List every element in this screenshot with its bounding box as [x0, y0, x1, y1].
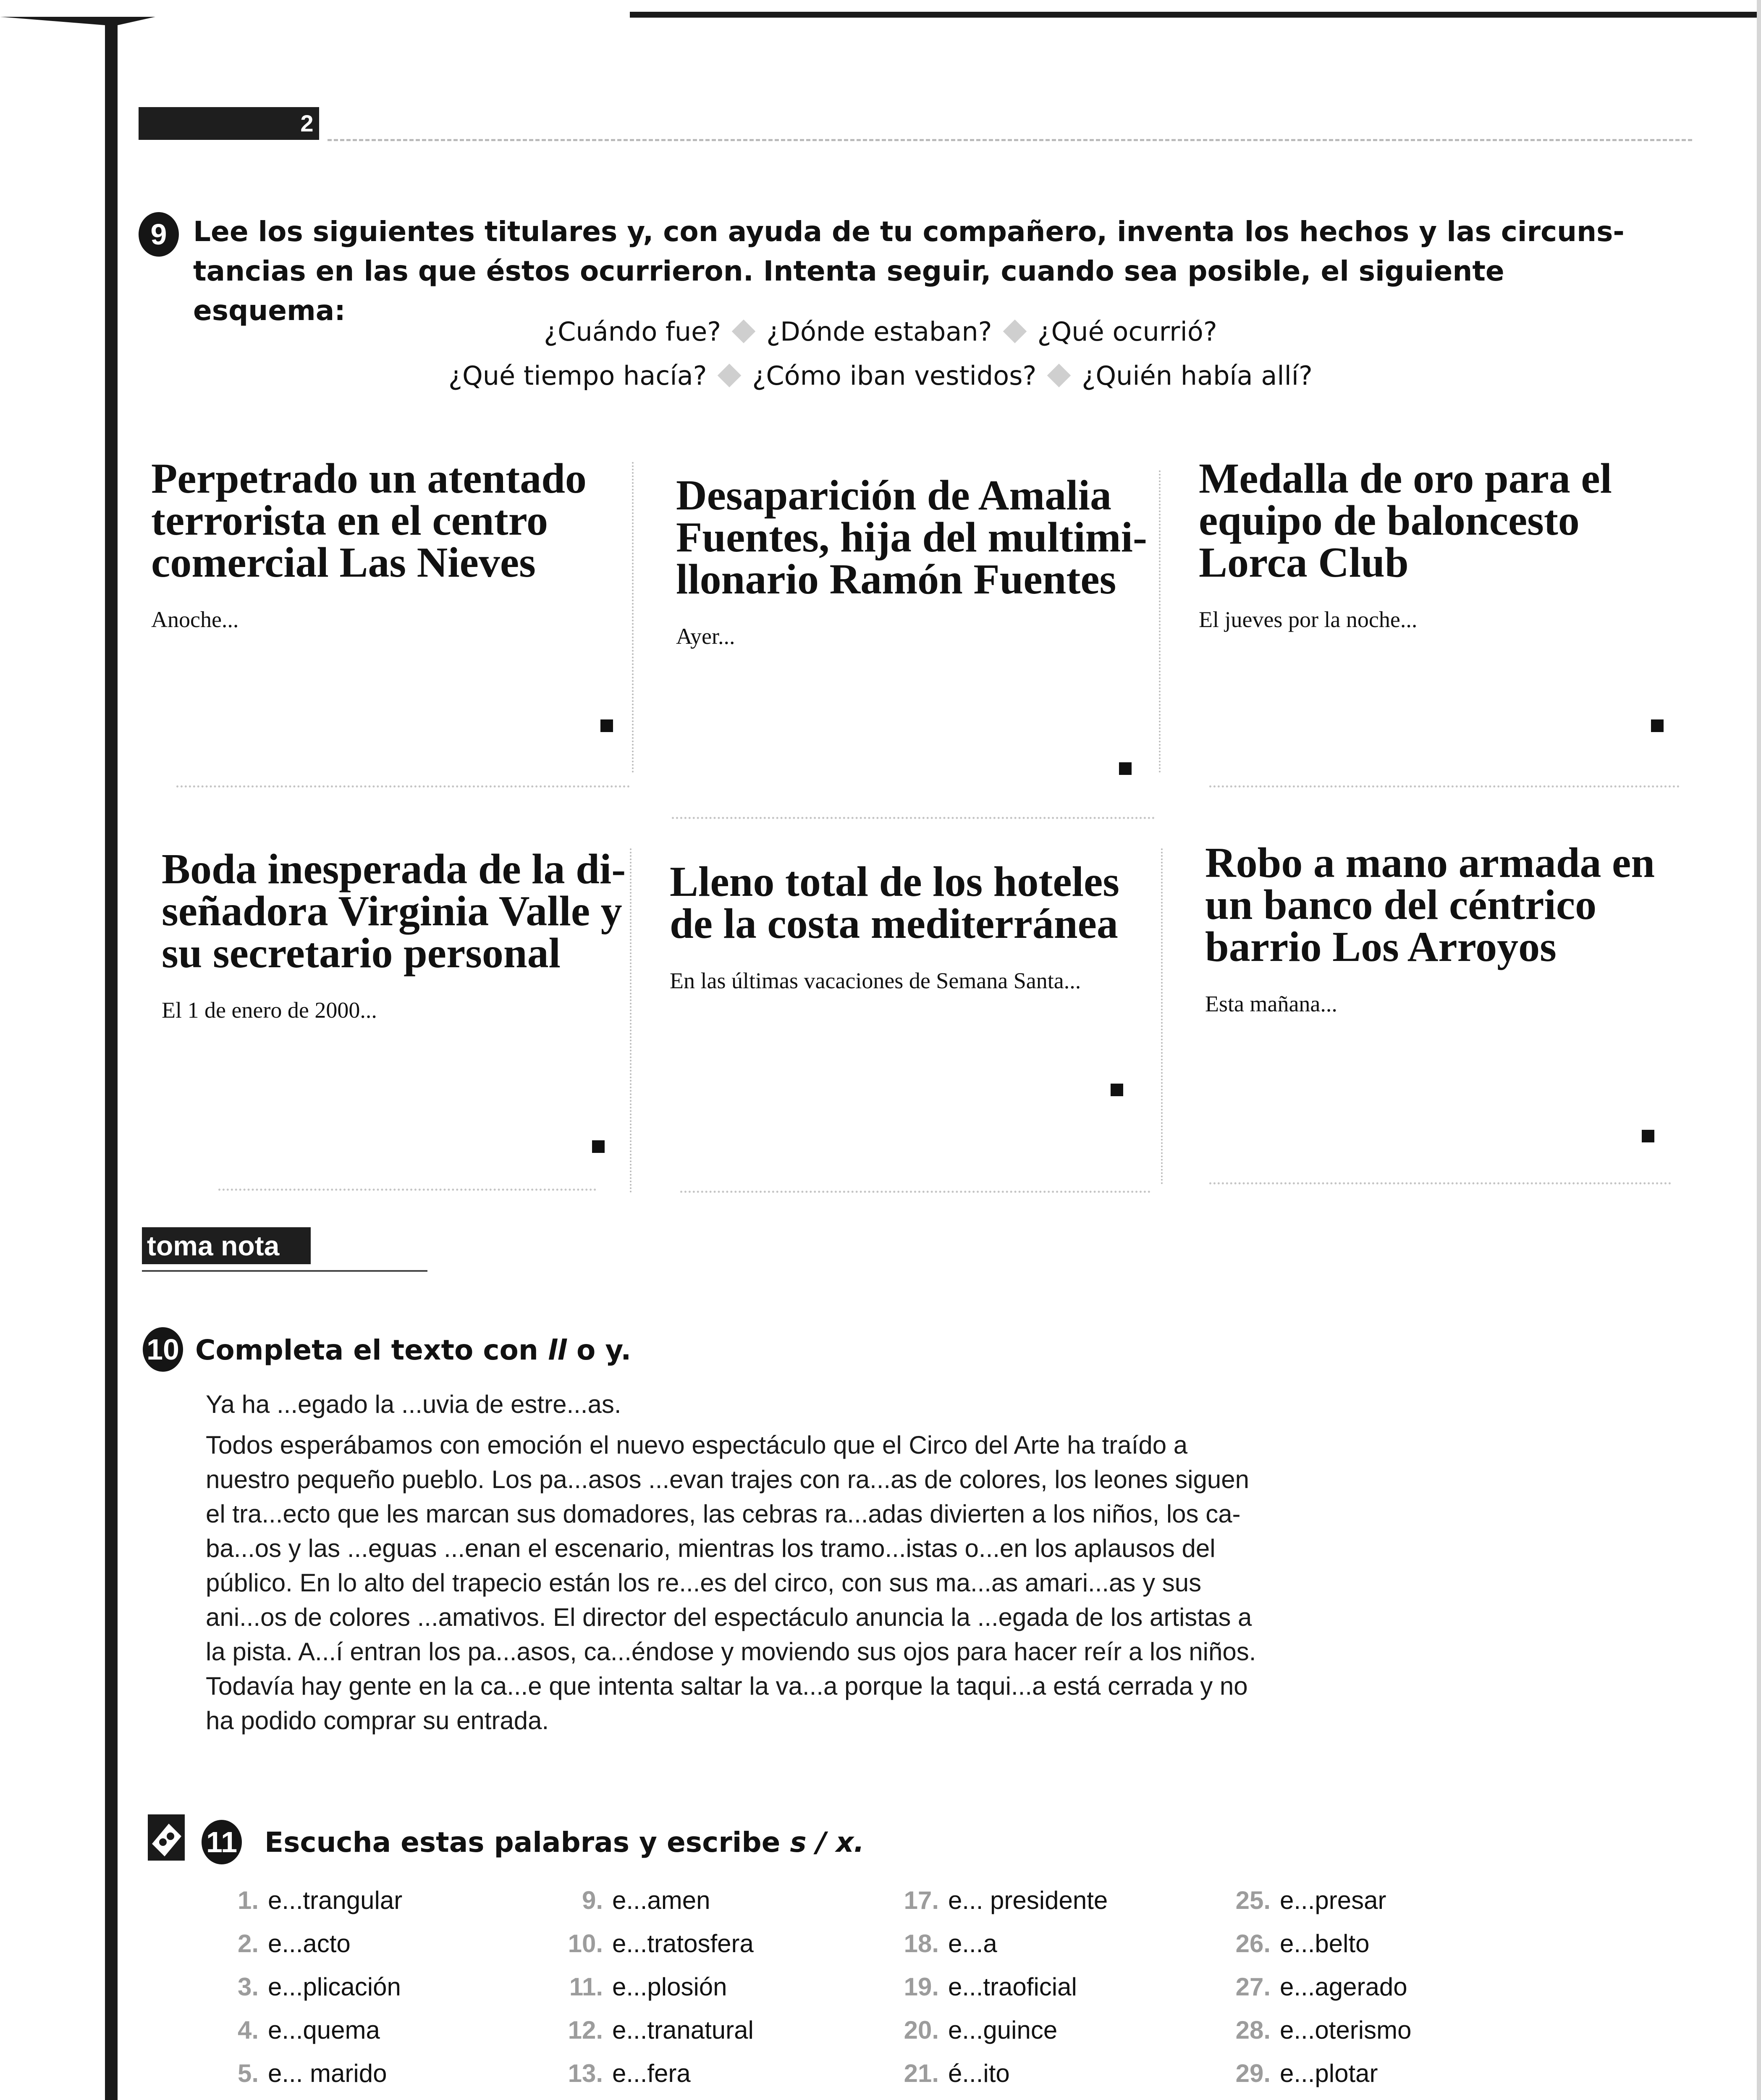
- word-number: [899, 2096, 939, 2100]
- word-text: e...oterismo: [1280, 2016, 1412, 2044]
- instruction-line: tancias en las que éstos ocurrieron. Intenta seguir, cuando sea posible, el siguiente esquema:: [193, 255, 1504, 327]
- headline-line: comercial Las Nieves: [151, 539, 536, 586]
- headline-line: Fuentes, hija del multimi-: [676, 514, 1147, 561]
- exercise-10-sentence: Ya ha ...egado la ...uvia de estre...as.: [206, 1390, 621, 1418]
- page-corner-mark: [0, 17, 155, 42]
- word-text: e...traoficial: [948, 1973, 1077, 2001]
- word-number: 17.: [904, 1886, 939, 1914]
- headline-box: [1199, 455, 1677, 634]
- scheme-question: ¿Qué tiempo hacía?: [448, 360, 707, 391]
- word-number: 19.: [904, 1973, 939, 2001]
- scheme-question: ¿Quién había allí?: [1082, 360, 1313, 391]
- headline-line: un banco del céntrico: [1205, 881, 1597, 929]
- word-item: [563, 2009, 754, 2051]
- diamond-icon: [1003, 320, 1027, 344]
- word-text: e...agerado: [1280, 1973, 1407, 2001]
- headline-line: Perpetrado un atentado: [151, 455, 587, 502]
- word-number: 9.: [582, 1886, 603, 1914]
- box-divider: [218, 1189, 596, 1191]
- headline-line: su secretario personal: [162, 929, 561, 977]
- word-number: 4.: [237, 2016, 259, 2044]
- headline-line: Medalla de oro para el: [1199, 455, 1612, 502]
- scheme-question: ¿Qué ocurrió?: [1037, 316, 1217, 347]
- diamond-icon: [732, 320, 756, 344]
- box-divider: [176, 785, 630, 788]
- word-number: 20.: [904, 2016, 939, 2044]
- box-divider: [1161, 848, 1163, 1184]
- word-item: [218, 1923, 351, 1965]
- word-number: 3.: [237, 1973, 259, 2001]
- exercise-11-instruction: [265, 1823, 864, 1862]
- word-number: [1230, 2096, 1271, 2100]
- headline-title: [151, 455, 621, 586]
- word-item: [563, 2096, 775, 2100]
- word-number: 28.: [1235, 2016, 1271, 2044]
- headline-box: [151, 455, 621, 634]
- box-divider: [680, 1191, 1150, 1193]
- paragraph-line: la pista. A...í entran los pa...asos, ca...éndose y moviendo sus ojos para hacer reír a los niños.: [206, 1638, 1256, 1666]
- paragraph-line: el tra...ecto que les marcan sus domadores, las cebras ra...adas divierten a los niños, los ca-: [206, 1500, 1241, 1528]
- headline-line: de la costa mediterránea: [670, 900, 1118, 948]
- word-item: [899, 1923, 997, 1965]
- toma-nota-label: toma nota: [147, 1230, 280, 1261]
- paragraph-line: nuestro pequeño pueblo. Los pa...asos ...evan trajes con ra...as de colores, los leones siguen: [206, 1465, 1249, 1494]
- word-text: e... marido: [268, 2059, 387, 2087]
- word-item: [1230, 1923, 1370, 1965]
- scheme-question: ¿Cómo iban vestidos?: [752, 360, 1037, 391]
- headline-line: señadora Virginia Valle y: [162, 887, 622, 935]
- word-text: e...presar: [1280, 1886, 1386, 1914]
- scheme-question: ¿Cuándo fue?: [544, 316, 721, 347]
- paragraph-line: ha podido comprar su entrada.: [206, 1706, 549, 1735]
- word-number: 5.: [237, 2059, 259, 2087]
- end-square-icon: [1651, 719, 1664, 732]
- headline-box: [162, 845, 640, 1025]
- word-number: 13.: [568, 2059, 603, 2087]
- headline-lead: En las últimas vacaciones de Semana Santa...: [670, 968, 1081, 993]
- word-item: [1230, 1880, 1386, 1922]
- scheme-row-1: [0, 309, 1761, 355]
- top-rule: [630, 12, 1761, 18]
- headline-lead: El jueves por la noche...: [1199, 607, 1418, 632]
- exercise-10-instruction: [195, 1331, 631, 1370]
- word-text: e...acto: [268, 1929, 351, 1958]
- word-text: e...fera: [612, 2059, 691, 2087]
- headline-title: [162, 845, 640, 977]
- word-item: [218, 2096, 364, 2100]
- headline-title: [676, 472, 1155, 603]
- headline-line: barrio Los Arroyos: [1205, 923, 1557, 971]
- word-number: 12.: [568, 2016, 603, 2044]
- end-square-icon: [1119, 762, 1132, 775]
- word-item: [218, 2053, 387, 2095]
- word-number: 29.: [1235, 2059, 1271, 2087]
- word-number: 2.: [237, 1929, 259, 1958]
- word-item: [218, 1880, 402, 1922]
- word-text: e...a: [948, 1929, 997, 1958]
- headline-lead: Anoche...: [151, 607, 239, 632]
- headline-line: Desaparición de Amalia: [676, 472, 1111, 519]
- headline-line: Lorca Club: [1199, 539, 1409, 586]
- headline-box: [1205, 839, 1684, 1018]
- word-text: é...ito: [948, 2059, 1010, 2087]
- word-item: [899, 2096, 1081, 2100]
- word-item: [563, 1923, 754, 1965]
- word-text: e...guince: [948, 2016, 1058, 2044]
- diamond-icon: [1047, 364, 1071, 388]
- headline-box: [676, 472, 1155, 651]
- paragraph-line: público. En lo alto del trapecio están los re...es del circo, con sus ma...as amari...as y sus: [206, 1569, 1202, 1597]
- instruction-letters: s / x.: [790, 1826, 865, 1858]
- end-square-icon: [592, 1140, 605, 1153]
- word-text: e...amen: [612, 1886, 710, 1914]
- word-item: [1230, 2096, 1406, 2100]
- headline-line: Lleno total de los hoteles: [670, 858, 1119, 906]
- scheme-question: ¿Dónde estaban?: [766, 316, 992, 347]
- word-item: [899, 2009, 1057, 2051]
- toma-nota-rule: [142, 1270, 427, 1272]
- end-square-icon: [1642, 1130, 1654, 1142]
- headline-line: llonario Ramón Fuentes: [676, 556, 1116, 603]
- word-item: [1230, 2053, 1378, 2095]
- paragraph-line: ani...os de colores ...amativos. El director del espectáculo anuncia la ...egada de los artistas a: [206, 1603, 1252, 1631]
- word-text: e... presidente: [948, 1886, 1108, 1914]
- word-number: 21.: [904, 2059, 939, 2087]
- word-number: 26.: [1235, 1929, 1271, 1958]
- end-square-icon: [1111, 1084, 1123, 1096]
- exercise-11-number: 11: [202, 1820, 242, 1864]
- headline-box: [670, 858, 1157, 995]
- word-item: [1230, 2009, 1411, 2051]
- word-item: [899, 2053, 1010, 2095]
- instruction-line: Lee los siguientes titulares y, con ayuda de tu compañero, inventa los hechos y las circuns-: [193, 215, 1625, 248]
- word-text: e...plosión: [612, 1973, 727, 2001]
- paragraph-line: Todavía hay gente en la ca...e que intenta saltar la va...a porque la taqui...a está cerrada y no: [206, 1672, 1248, 1700]
- box-divider: [1209, 1182, 1671, 1184]
- chapter-number: 2: [300, 110, 314, 136]
- word-number: 27.: [1235, 1973, 1271, 2001]
- paragraph-line: Todos esperábamos con emoción el nuevo espectáculo que el Circo del Arte ha traído a: [206, 1431, 1188, 1459]
- word-number: [218, 2096, 259, 2100]
- word-item: [563, 1880, 710, 1922]
- word-item: [218, 2009, 380, 2051]
- headline-title: [1199, 455, 1677, 586]
- word-number: [563, 2096, 603, 2100]
- headline-line: Robo a mano armada en: [1205, 839, 1655, 887]
- word-text: e...plicación: [268, 1973, 401, 2001]
- instruction-text: Escucha estas palabras y escribe: [265, 1826, 790, 1858]
- headline-line: equipo de baloncesto: [1199, 497, 1580, 544]
- instruction-text: o y.: [567, 1334, 632, 1366]
- instruction-letters: ll: [548, 1334, 567, 1366]
- word-item: [218, 1966, 401, 2008]
- word-text: e...plotar: [1280, 2059, 1378, 2087]
- paragraph-line: ba...os y las ...eguas ...enan el escenario, mientras los tramo...istas o...en los aplausos del: [206, 1534, 1216, 1562]
- headline-title: [1205, 839, 1684, 971]
- word-text: e...trangular: [268, 1886, 403, 1914]
- word-item: [899, 1880, 1108, 1922]
- word-text: e...tratosfera: [612, 1929, 754, 1958]
- word-number: 1.: [237, 1886, 259, 1914]
- word-text: e...quema: [268, 2016, 380, 2044]
- header-divider: [328, 139, 1692, 141]
- scheme-row-2: [0, 353, 1761, 399]
- word-item: [1230, 1966, 1407, 2008]
- word-item: [563, 1966, 727, 2008]
- exercise-10-paragraph: [206, 1428, 1591, 1738]
- word-text: e...tranatural: [612, 2016, 754, 2044]
- headline-line: Boda inesperada de la di-: [162, 845, 626, 893]
- box-divider: [1159, 470, 1161, 773]
- headline-title: [670, 858, 1157, 948]
- headline-lead: Ayer...: [676, 624, 735, 649]
- exercise-10-number: 10: [143, 1327, 183, 1372]
- box-divider: [1209, 785, 1680, 788]
- box-divider: [672, 817, 1155, 819]
- headline-line: terrorista en el centro: [151, 497, 548, 544]
- word-number: 11.: [569, 1973, 603, 2001]
- chapter-bar: [139, 107, 319, 140]
- word-number: 18.: [904, 1929, 939, 1958]
- end-square-icon: [600, 719, 613, 732]
- exercise-9-number: 9: [139, 212, 179, 257]
- instruction-text: Completa el texto con: [195, 1334, 548, 1366]
- word-number: 10.: [568, 1929, 603, 1958]
- box-divider: [632, 462, 634, 773]
- headline-lead: Esta mañana...: [1205, 991, 1337, 1016]
- word-item: [899, 1966, 1077, 2008]
- diamond-icon: [718, 364, 742, 388]
- word-number: 25.: [1235, 1886, 1271, 1914]
- audio-cassette-icon: [148, 1814, 185, 1861]
- box-divider: [630, 848, 632, 1193]
- headline-lead: El 1 de enero de 2000...: [162, 998, 377, 1023]
- word-text: e...belto: [1280, 1929, 1370, 1958]
- word-item: [563, 2053, 691, 2095]
